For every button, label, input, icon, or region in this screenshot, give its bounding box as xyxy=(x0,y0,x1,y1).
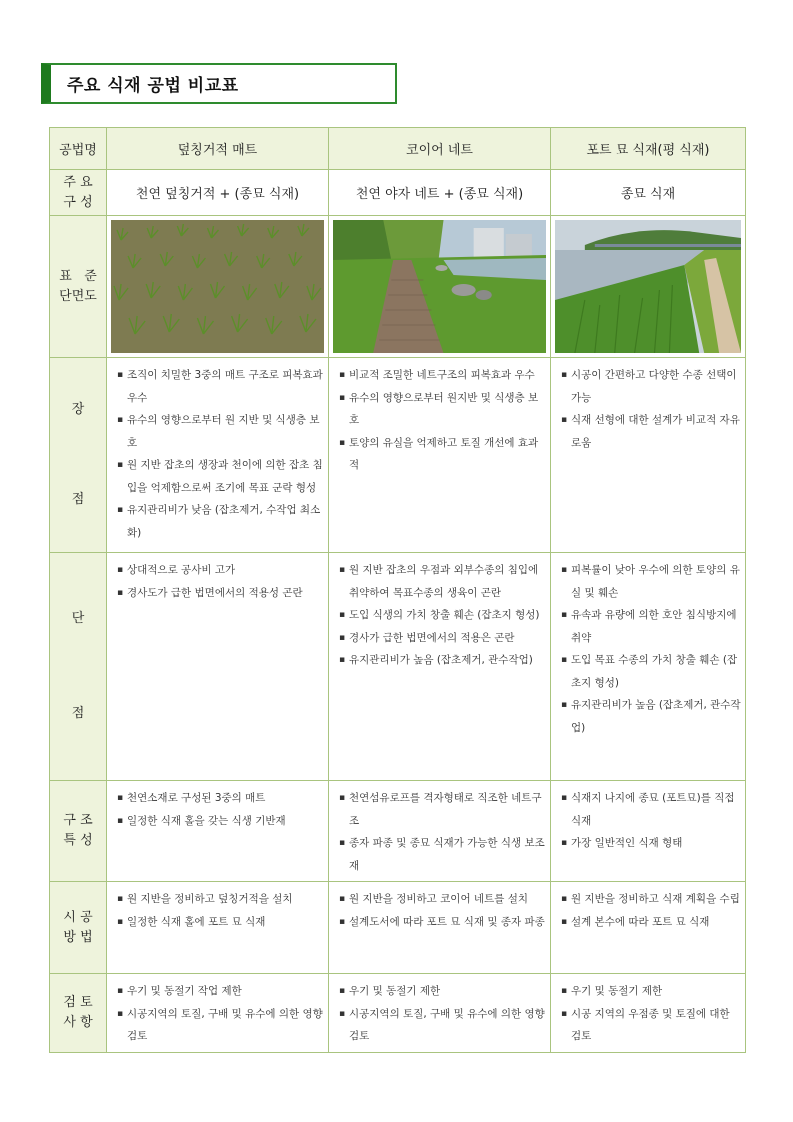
bullet-item: ▪ 일정한 식재 홀에 포트 묘 식재 xyxy=(117,911,324,934)
bullet-list xyxy=(107,974,328,1052)
review-cell-1 xyxy=(107,974,329,1053)
advantages-cell-3 xyxy=(551,358,746,553)
construction-cell-2 xyxy=(329,882,551,974)
bullet-item: ▪ 일정한 식재 홀을 갖는 식생 기반재 xyxy=(117,810,324,833)
section-image-cell-3 xyxy=(551,216,746,358)
composition-cell-3: 종묘 식재 xyxy=(551,170,746,216)
section-title-box xyxy=(41,63,397,104)
bullet-item: ▪ 경사가 급한 법면에서의 적용은 곤란 xyxy=(339,627,546,650)
bullet-list xyxy=(329,358,550,481)
bullet-item: ▪ 우기 및 동절기 작업 제한 xyxy=(117,980,324,1003)
bullet-item: ▪ 도입 식생의 가치 창출 훼손 (잡초지 형성) xyxy=(339,604,546,627)
structure-cell-3 xyxy=(551,781,746,882)
row-label-construction: 시 공 방 법 xyxy=(50,882,107,974)
advantages-cell-1 xyxy=(107,358,329,553)
structure-cell-1 xyxy=(107,781,329,882)
bullet-list xyxy=(107,781,328,836)
bullet-item: ▪ 우기 및 동절기 제한 xyxy=(339,980,546,1003)
bullet-item: ▪ 설계 본수에 따라 포트 묘 식재 xyxy=(561,911,741,934)
bullet-item: ▪ 우기 및 동절기 제한 xyxy=(561,980,741,1003)
section-image-cell-2 xyxy=(329,216,551,358)
bullet-list xyxy=(551,781,745,859)
bullet-list xyxy=(551,358,745,458)
row-label-disadvantages: 단 점 xyxy=(50,553,107,781)
structure-cell-2 xyxy=(329,781,551,882)
bullet-item: ▪ 유지관리비가 높음 (잡초제거, 관수작업) xyxy=(339,649,546,672)
construction-cell-3 xyxy=(551,882,746,974)
section-row xyxy=(50,216,746,358)
bullet-list xyxy=(551,882,745,937)
bullet-item: ▪ 조직이 치밀한 3중의 매트 구조로 피복효과 우수 xyxy=(117,364,324,409)
row-label-structure: 구 조 특 성 xyxy=(50,781,107,882)
bullet-list xyxy=(329,974,550,1052)
bullet-item: ▪ 원 지반 잡초의 생장과 천이에 의한 잡초 침입을 억제함으로써 조기에 목표 군락 형성 xyxy=(117,454,324,499)
grass-mat-photo xyxy=(111,220,324,353)
construction-cell-1 xyxy=(107,882,329,974)
bullet-item: ▪ 설계도서에 따라 포트 묘 식재 및 종자 파종 xyxy=(339,911,546,934)
bullet-item: ▪ 식재 선형에 대한 설계가 비교적 자유로움 xyxy=(561,409,741,454)
row-label-composition: 주 요 구 성 xyxy=(50,170,107,216)
advantages-row xyxy=(50,358,746,553)
bullet-list xyxy=(551,974,745,1052)
header-method-3: 포트 묘 식재(평 식재) xyxy=(551,128,746,170)
bullet-item: ▪ 경사도가 급한 법면에서의 적용성 곤란 xyxy=(117,582,324,605)
bullet-item: ▪ 비교적 조밀한 네트구조의 피복효과 우수 xyxy=(339,364,546,387)
bullet-item: ▪ 원 지반을 정비하고 식재 계획을 수립 xyxy=(561,888,741,911)
bullet-item: ▪ 유속과 유량에 의한 호안 침식방지에 취약 xyxy=(561,604,741,649)
bullet-item: ▪ 유수의 영향으로부터 원 지반 및 식생층 보호 xyxy=(117,409,324,454)
header-method-1: 덮칭거적 매트 xyxy=(107,128,329,170)
bullet-item: ▪ 시공지역의 토질, 구배 및 유수에 의한 영향 검토 xyxy=(339,1003,546,1048)
composition-row xyxy=(50,170,746,216)
composition-cell-1: 천연 덮칭거적 + (종묘 식재) xyxy=(107,170,329,216)
disadvantages-cell-1 xyxy=(107,553,329,781)
bullet-list xyxy=(107,553,328,608)
construction-row xyxy=(50,882,746,974)
bullet-list xyxy=(107,882,328,937)
bullet-item: ▪ 피복률이 낮아 우수에 의한 토양의 유실 및 훼손 xyxy=(561,559,741,604)
bullet-item: ▪ 시공이 간편하고 다양한 수종 선택이 가능 xyxy=(561,364,741,409)
bullet-item: ▪ 식재지 나지에 종묘 (포트묘)를 직접 식재 xyxy=(561,787,741,832)
bullet-item: ▪ 상대적으로 공사비 고가 xyxy=(117,559,324,582)
header-row xyxy=(50,128,746,170)
bullet-item: ▪ 원 지반을 정비하고 코이어 네트를 설치 xyxy=(339,888,546,911)
header-label: 공법명 xyxy=(50,128,107,170)
bullet-item: ▪ 원 지반 잡초의 우점과 외부수종의 침입에 취약하여 목표수종의 생육이 곤란 xyxy=(339,559,546,604)
bullet-list xyxy=(329,882,550,937)
bullet-list xyxy=(551,553,745,743)
disadvantages-cell-2 xyxy=(329,553,551,781)
bullet-list xyxy=(107,358,328,548)
bullet-item: ▪ 유지관리비가 높음 (잡초제거, 관수작업) xyxy=(561,694,741,739)
disadvantages-cell-3 xyxy=(551,553,746,781)
page-title: 주요 식재 공법 비교표 xyxy=(67,76,239,96)
review-cell-2 xyxy=(329,974,551,1053)
advantages-cell-2 xyxy=(329,358,551,553)
comparison-table xyxy=(49,127,746,1053)
bullet-item: ▪ 원 지반을 정비하고 덮칭거적을 설치 xyxy=(117,888,324,911)
bullet-item: ▪ 천연섬유로프를 격자형태로 직조한 네트구조 xyxy=(339,787,546,832)
review-row xyxy=(50,974,746,1053)
coir-net-path-photo xyxy=(333,220,546,353)
bullet-item: ▪ 유수의 영향으로부터 원지반 및 식생층 보호 xyxy=(339,387,546,432)
row-label-advantages: 장 점 xyxy=(50,358,107,553)
section-image-cell-1 xyxy=(107,216,329,358)
header-method-2: 코이어 네트 xyxy=(329,128,551,170)
bullet-item: ▪ 유지관리비가 낮음 (잡초제거, 수작업 최소화) xyxy=(117,499,324,544)
bullet-item: ▪ 가장 일반적인 식재 형태 xyxy=(561,832,741,855)
bullet-item: ▪ 토양의 유실을 억제하고 토질 개선에 효과적 xyxy=(339,432,546,477)
row-label-review: 검 토 사 항 xyxy=(50,974,107,1053)
bullet-item: ▪ 도입 목표 수종의 가치 창출 훼손 (잡초지 형성) xyxy=(561,649,741,694)
composition-cell-2: 천연 야자 네트 + (종묘 식재) xyxy=(329,170,551,216)
row-label-section: 표 준 단면도 xyxy=(50,216,107,358)
bullet-list xyxy=(329,781,550,881)
river-bank-photo xyxy=(555,220,741,353)
review-cell-3 xyxy=(551,974,746,1053)
structure-row xyxy=(50,781,746,882)
bullet-item: ▪ 시공 지역의 우점종 및 토질에 대한 검토 xyxy=(561,1003,741,1048)
bullet-item: ▪ 천연소재로 구성된 3중의 매트 xyxy=(117,787,324,810)
bullet-list xyxy=(329,553,550,676)
bullet-item: ▪ 종자 파종 및 종묘 식재가 가능한 식생 보조재 xyxy=(339,832,546,877)
bullet-item: ▪ 시공지역의 토질, 구배 및 유수에 의한 영향 검토 xyxy=(117,1003,324,1048)
disadvantages-row xyxy=(50,553,746,781)
